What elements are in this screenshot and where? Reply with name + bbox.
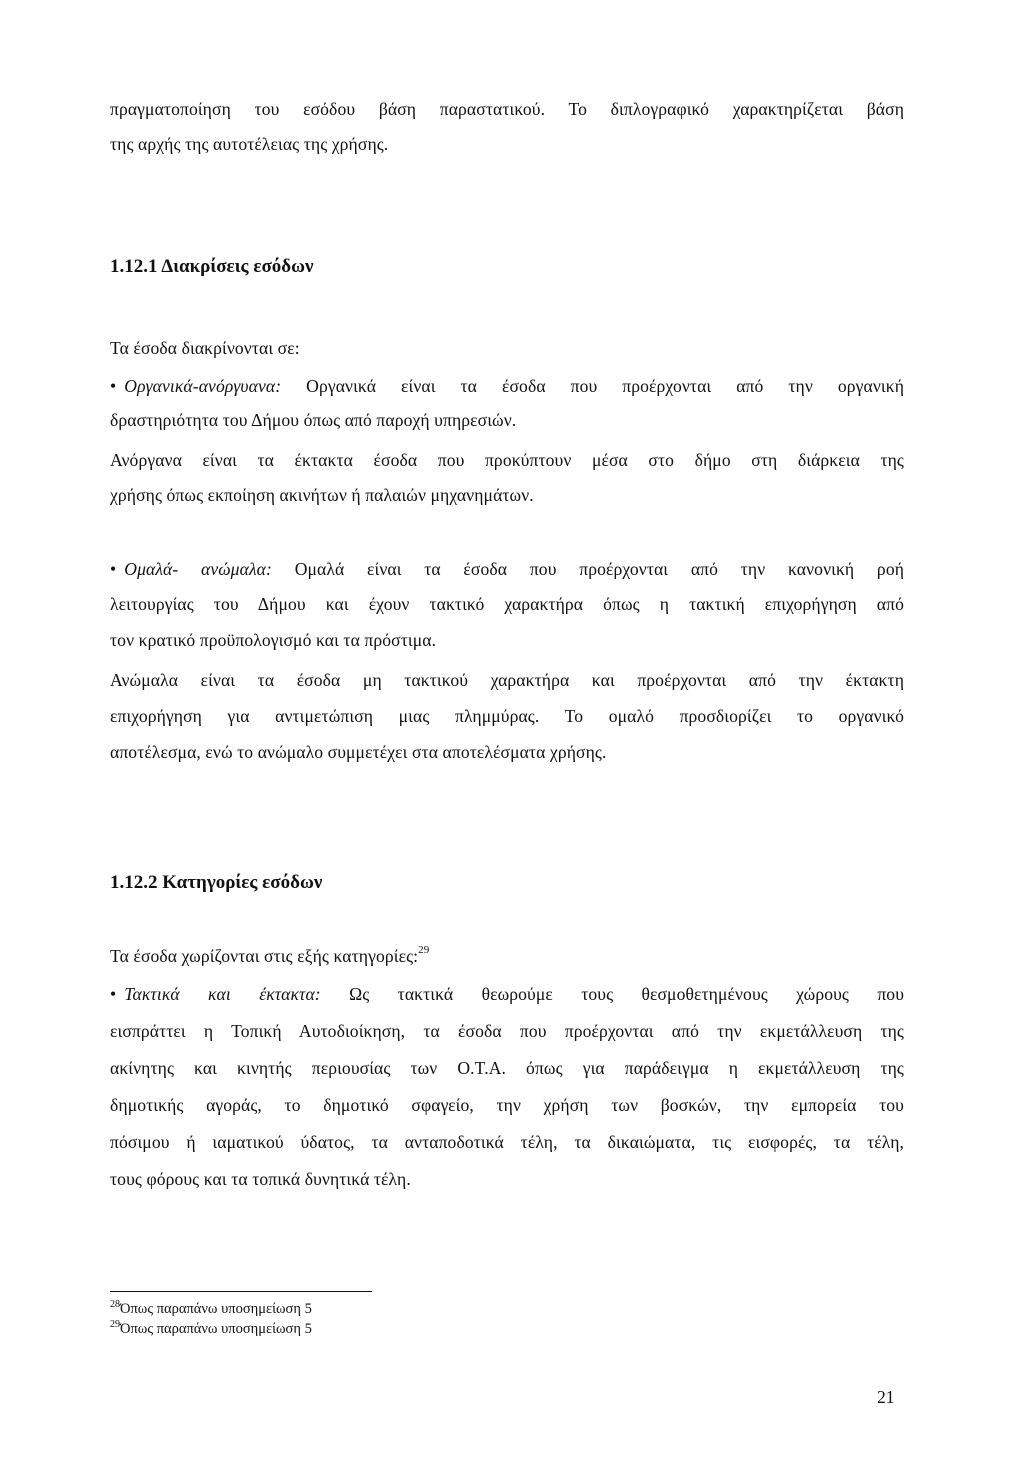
- paragraph-line: Ανώμαλα είναι τα έσοδα μη τακτικού χαρακτήρα και προέρχονται από την έκτακτη: [110, 670, 904, 690]
- footnote-number: 29: [110, 1319, 120, 1330]
- paragraph-line: αποτέλεσμα, ενώ το ανώμαλο συμμετέχει στα αποτελέσματα χρήσης.: [110, 742, 607, 762]
- paragraph-line: Ανόργανα είναι τα έκτακτα έσοδα που προκύπτουν μέσα στο δήμο στη διάρκεια της: [110, 450, 904, 470]
- footnote-separator: [110, 1291, 372, 1292]
- bullet-text: Οργανικά είναι τα έσοδα που προέρχονται από την οργανική: [306, 376, 904, 396]
- page-number: 21: [877, 1387, 895, 1407]
- bullet-text: Ως τακτικά θεωρούμε τους θεσμοθετημένους χώρους που: [349, 984, 904, 1004]
- bullet-item-line: [110, 375, 904, 397]
- bullet-icon: •: [110, 376, 117, 396]
- section-heading: 1.12.1 Διακρίσεις εσόδων: [110, 256, 314, 277]
- paragraph-line: πραγματοποίηση του εσόδου βάση παραστατικού. Το διπλογραφικό χαρακτηρίζεται βάση: [110, 99, 904, 119]
- bullet-term: Ομαλά- ανώμαλα:: [124, 559, 272, 579]
- paragraph-line: εισπράττει η Τοπική Αυτοδιοίκηση, τα έσοδα που προέρχονται από την εκμετάλλευση της: [110, 1021, 904, 1041]
- bullet-text: Ομαλά είναι τα έσοδα που προέρχονται από την κανονική ροή: [294, 559, 904, 579]
- bullet-term: Οργανικά-ανόργυανα:: [124, 376, 282, 396]
- paragraph-line: επιχορήγηση για αντιμετώπιση μιας πλημμύρας. Το ομαλό προσδιορίζει το οργανικό: [110, 706, 904, 726]
- footnote-number: 28: [110, 1299, 120, 1310]
- bullet-icon: •: [110, 559, 117, 579]
- footnote-text: Όπως παραπάνω υποσημείωση 5: [120, 1321, 312, 1337]
- bullet-item-line: [110, 558, 904, 580]
- paragraph-line: δημοτικής αγοράς, το δημοτικό σφαγείο, την χρήση των βοσκών, την εμπορεία του: [110, 1095, 904, 1115]
- paragraph-line: λειτουργίας του Δήμου και έχουν τακτικό χαρακτήρα όπως η τακτική επιχορήγηση από: [110, 594, 904, 614]
- footnote: [110, 1320, 312, 1338]
- paragraph-line: τους φόρους και τα τοπικά δυνητικά τέλη.: [110, 1169, 411, 1189]
- paragraph-line: τον κρατικό προϋπολογισμό και τα πρόστιμα.: [110, 630, 437, 650]
- paragraph-line: πόσιμου ή ιαματικού ύδατος, τα ανταποδοτικά τέλη, τα δικαιώματα, τις εισφορές, τα τέλη,: [110, 1132, 904, 1152]
- bullet-item-line: [110, 983, 904, 1005]
- footnote-ref: 29: [418, 944, 430, 956]
- section-lead: [110, 945, 904, 967]
- paragraph-line: χρήσης όπως εκποίηση ακινήτων ή παλαιών μηχανημάτων.: [110, 485, 534, 505]
- section-heading: 1.12.2 Κατηγορίες εσόδων: [110, 872, 323, 893]
- bullet-term: Τακτικά και έκτακτα:: [124, 984, 321, 1004]
- footnote: [110, 1300, 312, 1318]
- lead-text: Τα έσοδα χωρίζονται στις εξής κατηγορίες:: [110, 946, 419, 966]
- bullet-icon: •: [110, 984, 117, 1004]
- paragraph-line: ακίνητης και κινητής περιουσίας των Ο.Τ.Α. όπως για παράδειγμα η εκμετάλλευση της: [110, 1058, 904, 1078]
- paragraph-line: της αρχής της αυτοτέλειας της χρήσης.: [110, 134, 389, 154]
- paragraph-line: δραστηριότητα του Δήμου όπως από παροχή υπηρεσιών.: [110, 410, 517, 430]
- section-lead: Τα έσοδα διακρίνονται σε:: [110, 338, 300, 358]
- footnote-text: Όπως παραπάνω υποσημείωση 5: [120, 1301, 312, 1317]
